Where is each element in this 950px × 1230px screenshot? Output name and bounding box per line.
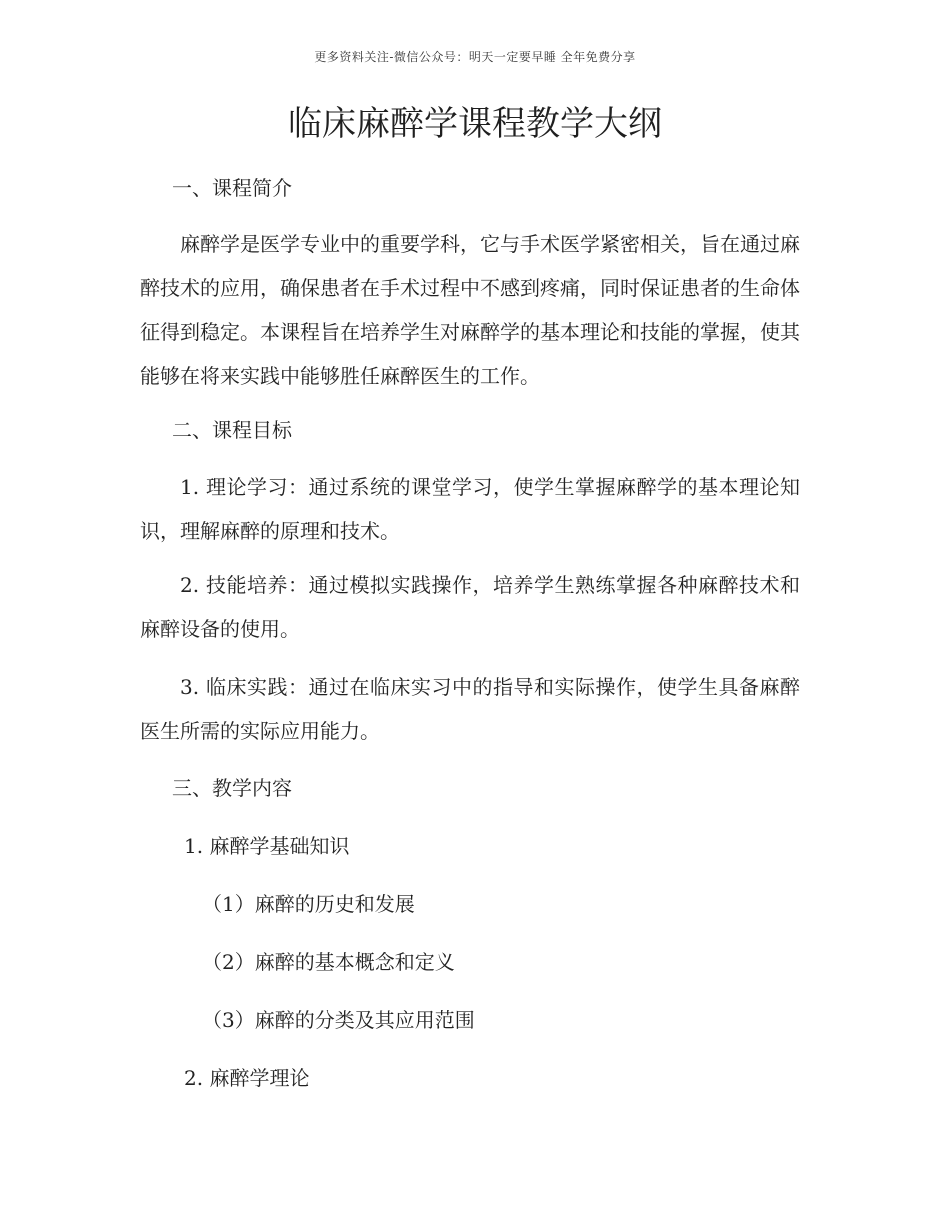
document-title: 临床麻醉学课程教学大纲 [288,104,662,144]
content-item: （2）麻醉的基本概念和定义 [202,950,455,974]
section-heading-content: 三、教学内容 [172,776,292,800]
subsection-title: 2. 麻醉学理论 [184,1066,310,1090]
header-note: 更多资料关注-微信公众号：明天一定要早睡 全年免费分享 [314,50,636,64]
content-item: （3）麻醉的分类及其应用范围 [202,1008,475,1032]
goal-item: 2. 技能培养：通过模拟实践操作，培养学生熟练掌握各种麻醉技术和麻醉设备的使用。 [140,573,800,641]
section-heading-goals: 二、课程目标 [172,418,292,442]
goal-item: 3. 临床实践：通过在临床实习中的指导和实际操作，使学生具备麻醉医生所需的实际应用能力。 [140,675,800,743]
intro-paragraph: 麻醉学是医学专业中的重要学科，它与手术医学紧密相关，旨在通过麻醉技术的应用，确保患者在手术过程中不感到疼痛，同时保证患者的生命体征得到稳定。本课程旨在培养学生对麻醉学的基本理论和技能的掌握，使其能够在将来实践中能够胜任麻醉医生的工作。 [140,232,800,388]
section-heading-intro: 一、课程简介 [172,176,292,200]
goal-item: 1. 理论学习：通过系统的课堂学习，使学生掌握麻醉学的基本理论知识，理解麻醉的原理和技术。 [140,475,800,543]
subsection-title: 1. 麻醉学基础知识 [184,834,350,858]
content-item: （1）麻醉的历史和发展 [202,892,415,916]
